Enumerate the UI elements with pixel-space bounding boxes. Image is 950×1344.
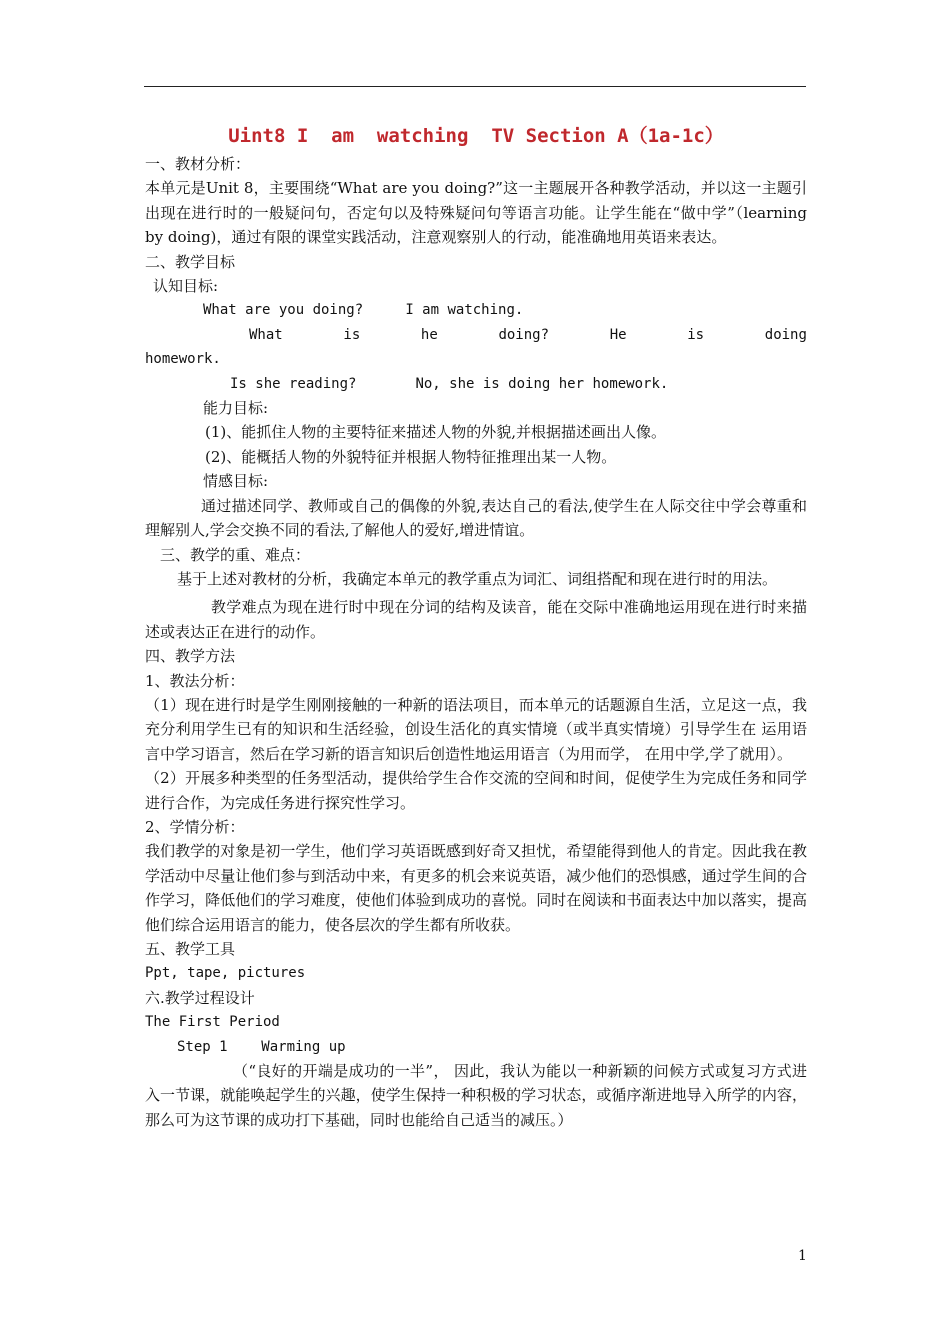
example-2-word: doing	[764, 326, 807, 343]
example-2-word: is	[343, 326, 361, 343]
example-2-word: doing?	[498, 326, 550, 343]
example-3-question: Is she reading?	[230, 375, 357, 392]
header-rule	[144, 86, 806, 87]
section-4-heading: 四、教学方法	[145, 647, 236, 666]
step-1-paragraph: （“良好的开端是成功的一半”， 因此，我认为能以一种新颖的问候方式或复习方式进入一节课，就能唤起学生的兴趣，使学生保持一种积极的学习状态，或循序渐进地导入所学的内容，那么可为这节课的成功打下基础，同时也能给自己适当的减压。）	[145, 1062, 807, 1129]
example-1-question: What are you doing?	[203, 302, 364, 319]
example-2-word: he	[420, 326, 438, 343]
section-3-heading: 三、教学的重、难点：	[160, 545, 311, 564]
example-2-word: He	[609, 326, 627, 343]
emotion-goals-paragraph: 通过描述同学、教师或自己的偶像的外貌,表达自己的看法,使学生在人际交往中学会尊重和理解别人,学会交换不同的看法,了解他人的爱好,增进情谊。	[145, 496, 807, 540]
document-body	[145, 122, 807, 1132]
teaching-tools: Ppt, tape, pictures	[145, 965, 306, 982]
cognitive-goals-label: 认知目标:	[153, 277, 219, 296]
document-title: Uint8 I am watching TV Section A（1a-1c）	[228, 125, 724, 147]
step-1-heading: Step 1 Warming up	[177, 1038, 346, 1055]
section-3-paragraph-2: 教学难点为现在进行时中现在分词的结构及读音，能在交际中准确地运用现在进行时来描述或表达正在进行的动作。	[145, 598, 807, 641]
example-3-answer: No, she is doing her homework.	[415, 375, 669, 392]
example-line-1	[145, 298, 807, 322]
section-1-paragraph: 本单元是Unit 8，主要围绕“What are you doing?”这一主题展开各种教学活动，并以这一主题引出现在进行时的一般疑问句，否定句以及特殊疑问句等语言功能。让学生能在“做中学”（learning by doing)，通过有限的课堂实践活动，注意观察别人的行动，能准确地用英语来表达。	[145, 179, 807, 247]
example-1-answer: I am watching.	[405, 302, 524, 319]
section-6-heading: 六.教学过程设计	[145, 988, 255, 1007]
section-5-heading: 五、教学工具	[145, 940, 236, 958]
section-4-paragraph-1: （1）现在进行时是学生刚刚接触的一种新的语法项目，而本单元的话题源自生活，立足这一点，我充分利用学生已有的知识和生活经验，创设生活化的真实情境（或半真实情境）引导学生在 运用语言中学习语言，然后在学习新的语言知识后创造性地运用语言（为用而学， 在用中学,学了就用）。	[145, 695, 807, 763]
section-3-paragraph-1: 基于上述对教材的分析，我确定本单元的教学重点为词汇、词组搭配和现在进行时的用法。	[177, 569, 778, 588]
example-line-2	[145, 323, 807, 347]
example-2-word: What	[249, 326, 283, 343]
period-title: The First Period	[145, 1014, 280, 1031]
section-4-subheading-1: 1、教法分析：	[145, 671, 245, 690]
page-number: 1	[798, 1248, 807, 1264]
example-line-3	[145, 372, 807, 396]
section-2-heading: 二、教学目标	[145, 252, 236, 271]
example-2-tail: homework.	[145, 351, 221, 368]
section-4-paragraph-2: （2）开展多种类型的任务型活动，提供给学生合作交流的空间和时间，促使学生为完成任务和同学进行合作，为完成任务进行探究性学习。	[145, 769, 807, 812]
ability-goal-2: (2)、能概括人物的外貌特征并根据人物特征推理出某一人物。	[205, 447, 617, 466]
section-1-heading: 一、教材分析：	[145, 155, 251, 173]
section-4-paragraph-3: 我们教学的对象是初一学生，他们学习英语既感到好奇又担忧，希望能得到他人的肯定。因此我在教学活动中尽量让他们参与到活动中来，有更多的机会来说英语，减少他们的恐惧感，通过学生间的合作学习，降低他们的学习难度，使他们体验到成功的喜悦。同时在阅读和书面表达中加以落实，提高他们综合运用语言的能力，使各层次的学生都有所收获。	[145, 842, 807, 934]
example-2-word: is	[687, 326, 705, 343]
ability-goals-label: 能力目标:	[203, 399, 269, 418]
emotion-goals-label: 情感目标:	[203, 472, 269, 491]
section-4-subheading-2: 2、学情分析：	[145, 817, 245, 836]
ability-goal-1: (1)、能抓住人物的主要特征来描述人物的外貌,并根据描述画出人像。	[205, 423, 667, 442]
